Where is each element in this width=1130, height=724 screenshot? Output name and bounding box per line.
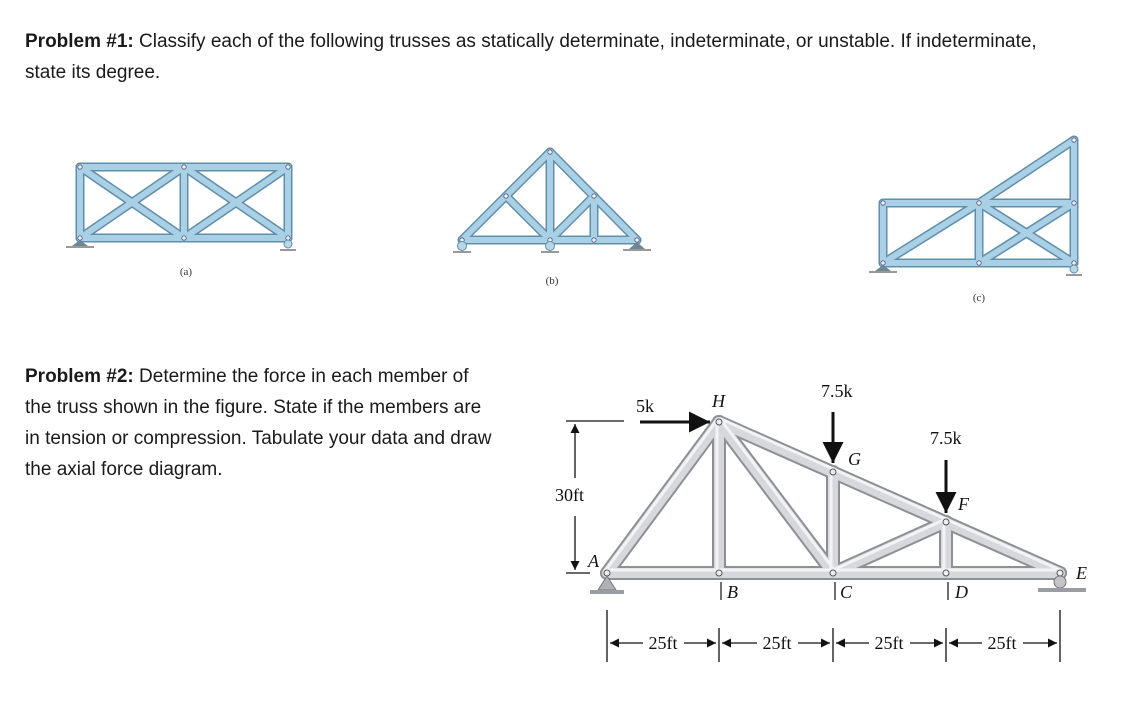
node-label-b: B [727,582,738,602]
load-label-f: 7.5k [930,428,962,448]
node-label-f: F [958,494,969,514]
problem-1-line-2: state its degree. [25,62,161,83]
problem-1-label: Problem #1: [25,31,134,52]
problem-2-line-1: Determine the force in each member of [133,366,469,387]
span-dimension-label: 25ft [987,633,1017,653]
node-label-h: H [712,391,725,411]
roller-support-icon [458,242,467,251]
height-dimension-label: 30ft [555,485,584,505]
problem-2-line-4: the axial force diagram. [25,459,223,480]
problem-1-line-1: Classify each of the following trusses as statically determinate, indeterminate, or unstable. If indeterminate, [133,31,1037,52]
problem-2-line-3: in tension or compression. Tabulate your data and draw [25,428,492,449]
node-label-a: A [588,551,599,571]
load-label-h: 5k [636,396,654,416]
figure-label-a: (a) [179,266,193,278]
node-label-g: G [848,449,861,469]
main-truss [555,381,1087,662]
span-dimension-label: 25ft [762,633,792,653]
figure-label-c: (c) [972,292,986,304]
span-dimension-label: 25ft [874,633,904,653]
truss-c [869,138,1082,304]
roller-support-icon [1070,265,1078,273]
truss-b [453,150,651,287]
node-label-d: D [955,582,968,602]
problem-2-label: Problem #2: [25,366,134,387]
span-dimension-label: 25ft [648,633,678,653]
figure-label-b: (b) [545,275,559,287]
truss-a [66,165,296,278]
roller-support-icon [546,242,555,251]
node-label-c: C [840,582,853,602]
problem-2-line-2: the truss shown in the figure. State if the members are [25,397,482,418]
node-label-e: E [1076,563,1087,583]
load-label-g: 7.5k [821,381,853,401]
roller-support-icon [284,240,292,248]
